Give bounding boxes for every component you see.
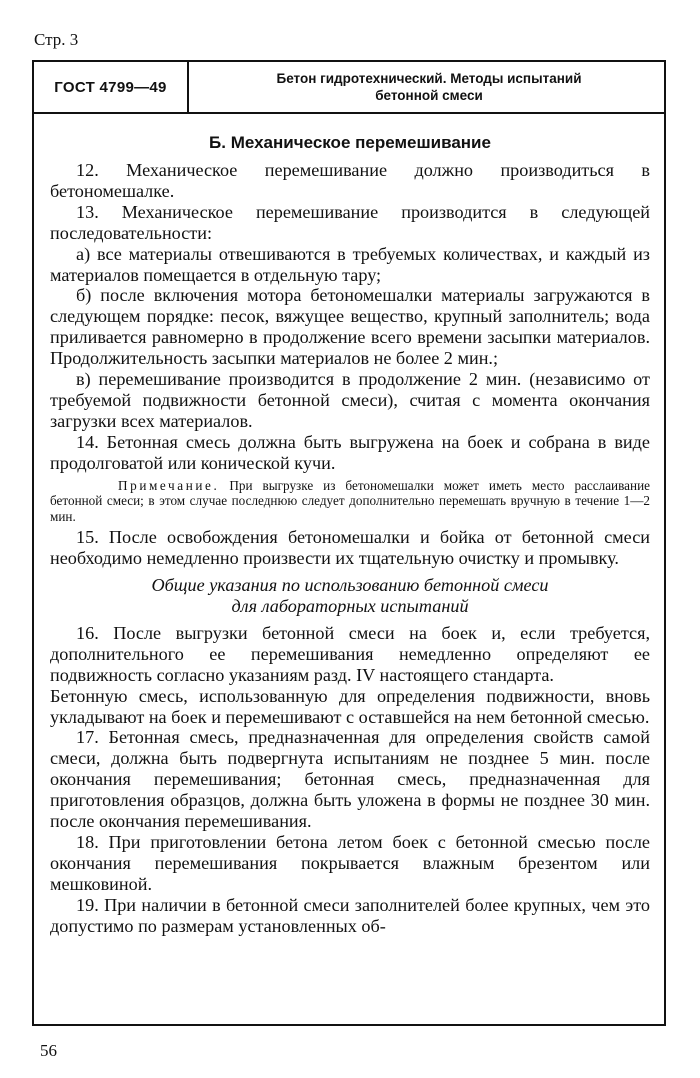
- standard-code: ГОСТ 4799—49: [34, 62, 189, 112]
- paragraph-16b: Бетонную смесь, использованную для определения подвижности, вновь укладывают на боек и перемешивают с оставшейся на нем бетонной смесью.: [50, 685, 650, 727]
- paragraph-13a: а) все материалы отвешиваются в требуемых количествах, и каждый из материалов помещается в отдельную тару;: [50, 243, 650, 285]
- document-header: [34, 62, 664, 114]
- paragraph-18: 18. При приготовлении бетона летом боек с бетонной смесью после окончания перемешивания покрывается влажным брезентом или мешковиной.: [50, 831, 650, 894]
- subsection-title-line2: для лабораторных испытаний: [231, 595, 469, 616]
- standard-title-line1: Бетон гидротехнический. Методы испытаний: [276, 71, 582, 86]
- paragraph-16: 16. После выгрузки бетонной смеси на боек и, если требуется, дополнительного ее перемешивания немедленно определяют ее подвижность согласно указаниям разд. IV настоящего стандарта.: [50, 622, 650, 685]
- note-label: Примечание.: [118, 477, 220, 493]
- paragraph-17: 17. Бетонная смесь, предназначенная для определения свойств самой смеси, должна быть подвергнута испытаниям не позднее 5 мин. после окончания перемешивания; бетонная смесь, предназначенная для приготовления образцов, должна быть уложена в формы не позднее 30 мин. после окончания перемешивания.: [50, 727, 650, 832]
- paragraph-19: 19. При наличии в бетонной смеси заполнителей более крупных, чем это допустимо по размерам установленных об-: [50, 894, 650, 936]
- paragraph-13b: б) после включения мотора бетономешалки материалы загружаются в следующем порядке: песок, вяжущее вещество, крупный заполнитель; вода приливается равномерно в продолжение всего времени засыпки материалов. Продолжительность засыпки материалов не более 2 мин.;: [50, 285, 650, 369]
- subsection-title-line1: Общие указания по использованию бетонной смеси: [151, 574, 549, 595]
- paragraph-13c: в) перемешивание производится в продолжение 2 мин. (независимо от требуемой подвижности бетонной смеси), считая с момента окончания загрузки всех материалов.: [50, 369, 650, 431]
- document-body: [50, 132, 650, 937]
- page-number: 56: [40, 1041, 57, 1060]
- note-text: При выгрузке из бетономешалки может иметь место расслаивание бетонной смеси; в этом случае последнюю следует дополнительно перемешать вручную в течение 1—2 мин.: [50, 477, 650, 524]
- page-label: Стр. 3: [34, 30, 79, 49]
- paragraph-13: 13. Механическое перемешивание производится в следующей последовательности:: [50, 201, 650, 243]
- standard-title-line2: бетонной смеси: [375, 88, 483, 103]
- subsection-title: [50, 575, 650, 617]
- paragraph-12: 12. Механическое перемешивание должно производиться в бетономешалке.: [50, 160, 650, 201]
- section-title: Б. Механическое перемешивание: [209, 133, 491, 152]
- standard-title: [194, 62, 664, 112]
- paragraph-15: 15. После освобождения бетономешалки и бойка от бетонной смеси необходимо немедленно произвести их тщательную очистку и промывку.: [50, 527, 650, 568]
- note: [50, 478, 650, 525]
- page-frame: [32, 60, 666, 1026]
- paragraph-14: 14. Бетонная смесь должна быть выгружена на боек и собрана в виде продолговатой или конической кучи.: [50, 431, 650, 473]
